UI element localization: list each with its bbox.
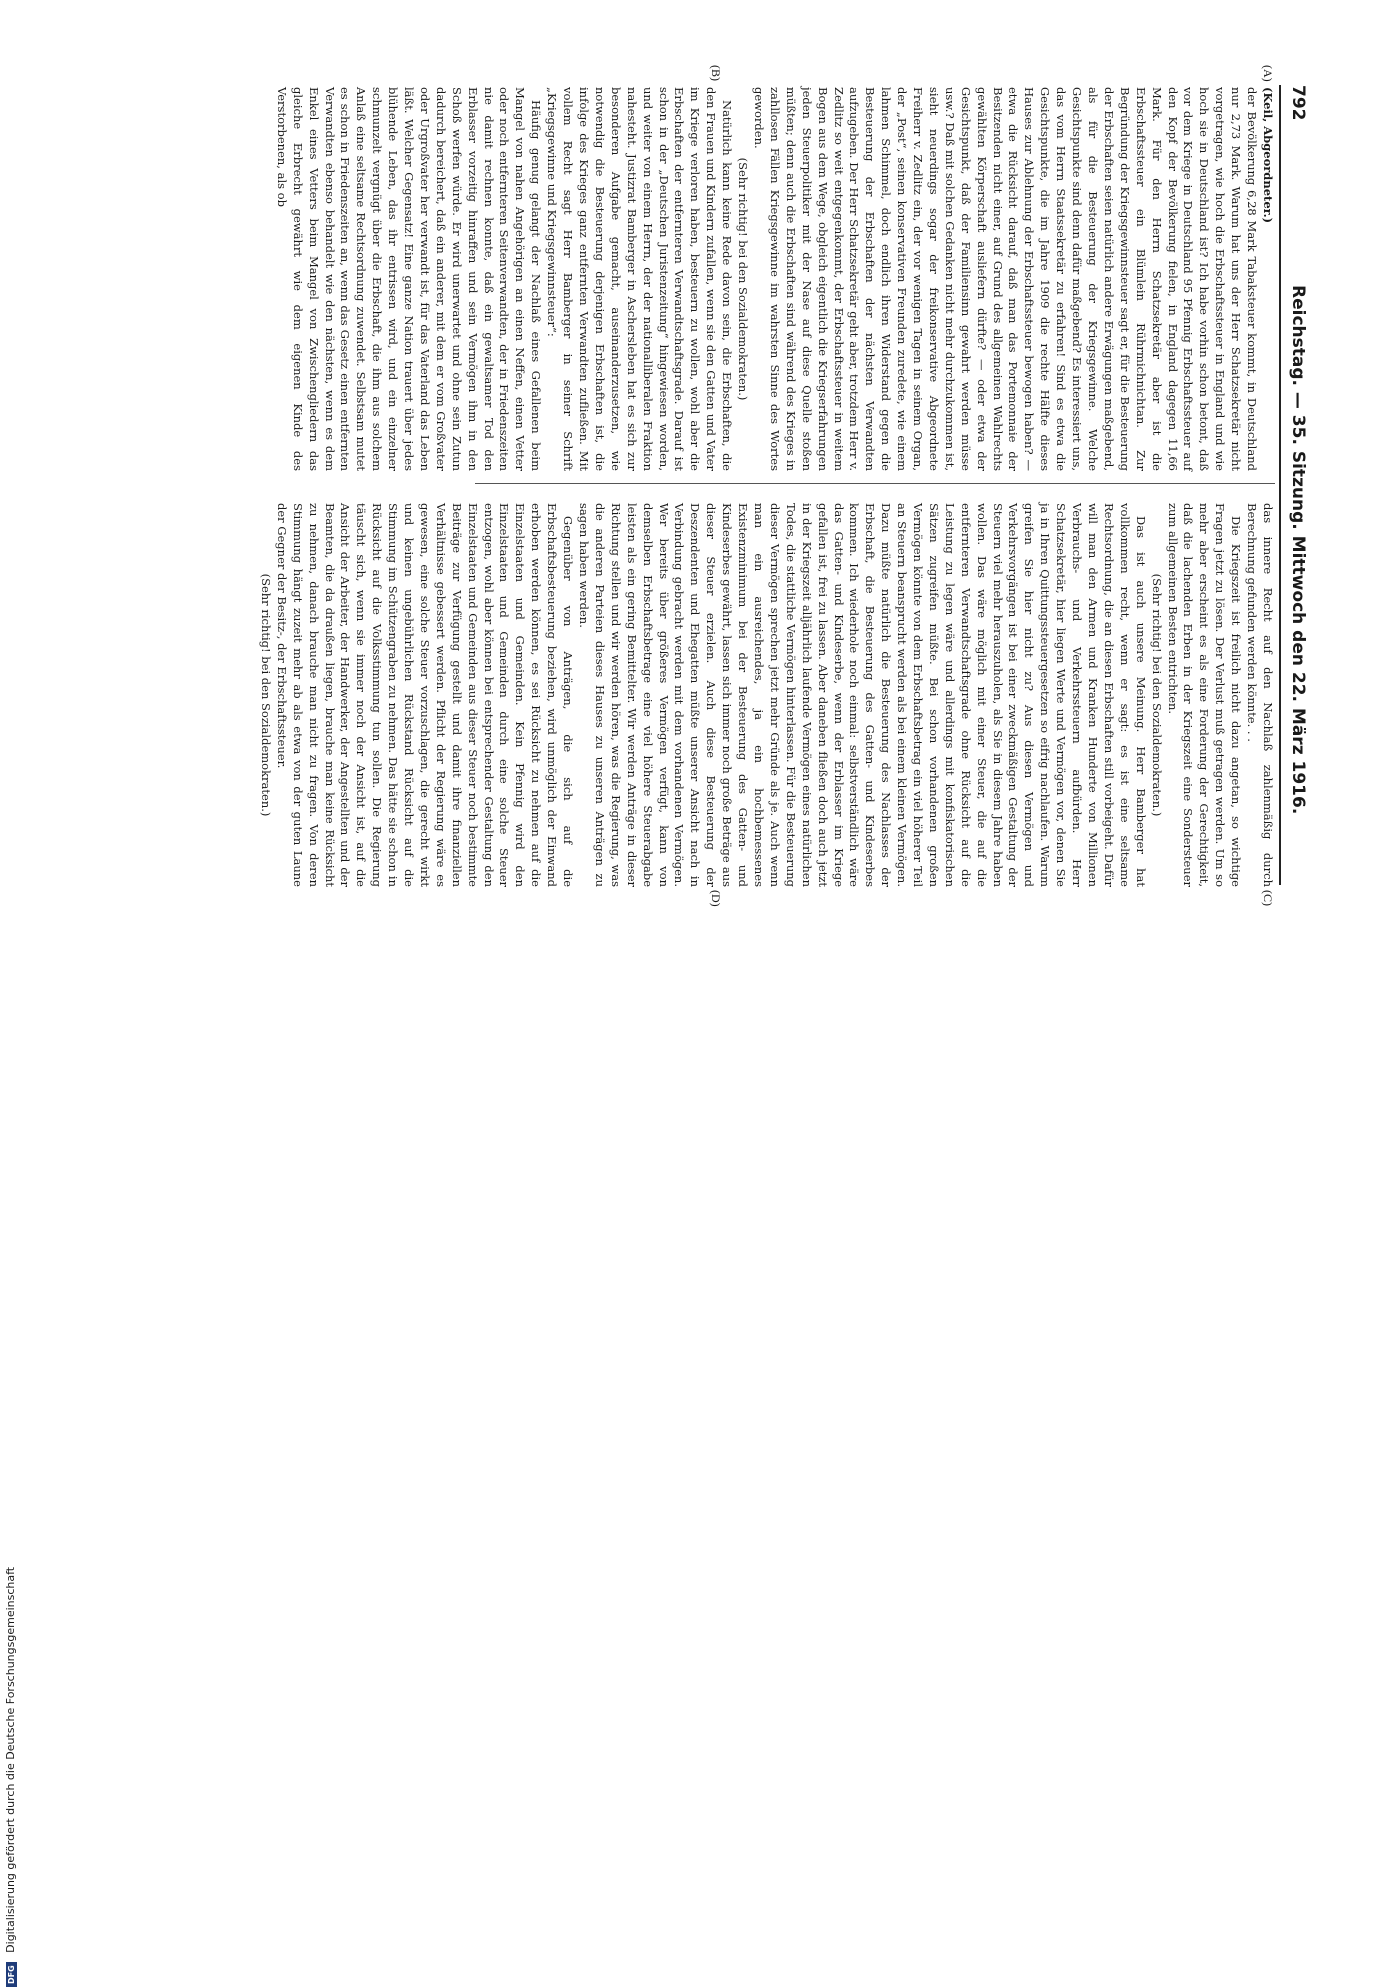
- page-number: 792: [1288, 85, 1308, 121]
- page-header: [1282, 85, 1308, 885]
- quotation: Häufig genug gelangt der Nachlaß eines Gefallenen beim Mangel von nahen Angehörigen an einen Neffen, einen Vetter oder noch entfernteren Seitenverwandten, der in Friedenszeiten nie damit rechnen konnte, daß ein gewaltsamer Tod den Erblasser vorzeitig hinraffen und sein Vermögen ihm in den Schoß werfen würde. Er wird unerwartet und ohne sein Zutun dadurch bereichert, daß ein anderer, mit dem er vom Großvater oder Urgroßvater her verwandt ist, für das Vaterland das Leben läßt. Welcher Gegensatz! Eine ganze Nation trauert über jedes blühende Leben, das ihr entrissen wird, und ein einzelner schmunzelt vergnügt über die Erbschaft, die ihm aus solchem Anlaß eine seltsame Rechtsordnung zuwendet. Selbstsam mutet es schon in Friedenszeiten an, wenn das Gesetz einen entfernten Verwandten ebenso behandelt wie den nächsten, wenn es dem Enkel eines Vetters beim Mangel von Zwischengliedern das gleiche Erbrecht gewährt wie dem eigenen Kinde des Verstorbenen, als ob: [274, 87, 544, 471]
- paragraph: Das ist auch unsere Meinung. Herr Bamberger hat vollkommen recht, wenn er sagt: es ist eine seltsame Rechtsordnung, die an diesen Erbschaften still vorbeigeht. Dafür will man den Armen und Kranken Hunderte von Millionen Verbrauchs- und Verkehrssteuern aufbürden. Herr Schatzsekretär, hier liegen Werte und Vermögen vor, denen Sie ja in Ihren Quittungssteuergesetzen so eifrig nachlaufen. Warum greifen Sie hier nicht zu? Aus diesen Vermögen und Verkehrsvorgängen ist bei einer zweckmäßigen Gestaltung der Steuern viel mehr herauszuholen, als Sie in diesem Jahre haben wollen. Das wäre möglich mit einer Steuer, die auf die entfernteren Verwandtschaftsgrade ohne Rücksicht auf die Leistung zu legen wäre und allerdings mit konfiskatorischen Sätzen zugreifen müßte. Bei schon vorhandenen großen Vermögen könnte von dem Erbschaftsbetrag ein viel höherer Teil an Steuern beansprucht werden als bei einem kleinen Vermögen. Dazu müßte natürlich die Besteuerung des Nachlasses der Erbschaft, die Besteuerung des Gatten- und Kindeserbes kommen. Ich wiederhole noch einmal: selbstverständlich wäre das Gatten- und Kindeserbe, wenn der Erblasser im Kriege gefallen ist, frei zu lassen. Aber daneben fließen doch auch jetzt in der Kriegszeit alljährlich laufende Vermögen eines natürlichen Todes, die stattliche Vermögen hinterlassen. Für die Besteuerung dieser Vermögen sprechen jetzt mehr Gründe als je. Auch wenn man ein ausreichendes, ja ein hochbemessenes Existenzminimum bei der Besteuerung des Gatten- und Kindeserbes gewährt, lassen sich immer noch große Beträge aus dieser Steuer erzielen. Auch diese Besteuerung der Deszendenten und Ehegatten müßte unserer Ansicht nach in Verbindung gebracht werden mit dem vorhandenen Vermögen. Wer bereits über größeres Vermögen verfügt, kann von demselben Erbschaftsbetrage eine viel höhere Steuerabgabe leisten als ein gering Bemittelter. Wir werden Anträge in dieser Richtung stellen und wir werden hören, was die Regierung, was die anderen Parteien dieses Hauses zu unseren Anträgen zu sagen haben werden.: [577, 503, 1148, 887]
- speaker-label: (Keil, Abgeordneter.): [1261, 87, 1275, 224]
- margin-letter-d: (D): [709, 890, 723, 907]
- margin-letter-b: (B): [709, 65, 723, 81]
- paragraph: der Bevölkerung 6,28 Mark Tabaksteuer kommt, in Deutschland nur 2,73 Mark. Warum hat uns der Herr Schatzsekretär nicht vorgetragen, wie hoch die Erbschaftssteuer in England und wie hoch sie in Deutschland ist? Ich habe vorhin schon betont, daß vor dem Kriege in Deutschland 95 Pfennig Erbschaftssteuer auf den Kopf der Bevölkerung fielen, in England dagegen 11,66 Mark. Für den Herrn Schatzsekretär aber ist die Erbschaftssteuer ein Blümlein Rührmichnichtan. Zur Begründung der Kriegsgewinnsteuer sagt er, für die Besteuerung der Erbschaften seien natürlich andere Erwägungen maßgebend, als für die Besteuerung der Kriegsgewinne. Welche Gesichtspunkte sind denn dafür maßgebend? Es interessiert uns, das vom Herrn Staatssekretär zu erfahren! Sind es etwa die Gesichtspunkte, die im Jahre 1909 die rechte Hälfte dieses Hauses zur Ablehnung der Erbschaftssteuer bewogen haben? — etwa die Rücksicht darauf, daß man das Portemonnaie der Besitzenden nicht einer, auf Grund des allgemeinen Wahlrechts gewählten Körperschaft ausliefern dürfte? — oder etwa der Gesichtspunkt, daß der Familiensinn gewahrt werden müsse usw.? Daß mit solchen Gedanken nicht mehr durchzukommen ist, sieht neuerdings sogar der freikonservative Abgeordnete Freiherr v. Zedlitz ein, der vor wenigen Tagen in seinem Organ, der „Post“, seinen konservativen Freunden zuredete, wie einem lahmen Schimmel, doch endlich ihren Widerstand gegen die Besteuerung der Erbschaften der nächsten Verwandten aufzugeben. Der Herr Schatzsekretär geht aber, trotzdem Herr v. Zedlitz so weit entgegenkommt, der Erbschaftssteuer in weitem Bogen aus dem Wege, obgleich eigentlich die Kriegserfahrungen jeden Steuerpolitiker mit der Nase auf diese Quelle stoßen müßten; denn auch die Erbschaften sind während des Krieges in zahllosen Fällen Kriegsgewinne im wahrsten Sinne des Wortes geworden.: [752, 87, 1260, 472]
- paragraph: Gegenüber von Anträgen, die sich auf die Erbschaftsbesteuerung beziehen, wird unmöglich der Einwand erhoben werden können, es sei Rücksicht zu nehmen auf die Einzelstaaten und Gemeinden. Kein Pfennig wird den Einzelstaaten und Gemeinden durch eine solche Steuer entzogen, wohl aber können bei entsprechender Gestaltung den Einzelstaaten und Gemeinden aus dieser Steuer noch bestimmte Beiträge zur Verfügung gestellt und damit ihre finanziellen Verhältnisse gebessert werden. Pflicht der Regierung wäre es gewesen, eine solche Steuer vorzuschlagen, die gerecht wirkt und keinen ungebührlichen Rückstand Rücksicht auf die Stimmung im Schützengraben zu nehmen. Das hätte sie schon in Rücksicht auf die Volksstimmung tun sollen. Die Regierung täuscht sich, wenn sie immer noch der Ansicht ist, auf die Ansicht der Arbeiter, der Handwerker, der Angestellten und der Beamten, die da draußen liegen, brauche man keine Rücksicht zu nehmen, danach brauche man nicht zu fragen. Von deren Stimmung hängt zuzeit mehr ab als etwa von der guten Laune der Gegner der Besitz-, der Erbschaftssteuer.: [274, 503, 576, 887]
- dfg-logo: DFG: [6, 1962, 17, 1987]
- funding-note: Digitalisierung gefördert durch die Deutsche Forschungsgemeinschaft: [4, 1566, 17, 1953]
- margin-letter-c: (C): [1261, 890, 1275, 906]
- interjection: (Sehr richtig! bei den Sozialdemokraten.): [736, 157, 751, 401]
- interjection: (Sehr richtig! bei den Sozialdemokraten.): [258, 573, 273, 817]
- interjection: (Sehr richtig! bei den Sozialdemokraten.): [1149, 573, 1164, 817]
- scanned-page: [0, 35, 1383, 935]
- left-column: [274, 87, 1275, 472]
- quotation: Die Kriegszeit ist freilich nicht dazu angetan, so wichtige Fragen jetzt zu lösen. Der Verlust muß getragen werden. Um so mehr aber erscheint es als eine Forderung der Gerechtigkeit, daß die lachenden Erben in der Kriegszeit eine Sondersteuer zum allgemeinen Besten entrichten.: [1165, 503, 1244, 887]
- running-title: Reichstag. — 35. Sitzung. Mittwoch den 22. März 1916.: [1288, 285, 1308, 815]
- footer-credit: [4, 987, 17, 1987]
- right-column: [258, 503, 1275, 887]
- header-rule: [1279, 85, 1281, 885]
- paragraph: Natürlich kann keine Rede davon sein, die Erbschaften, die den Frauen und Kindern zufallen, wenn sie den Gatten und Vater im Kriege verloren haben, besteuern zu wollen, wohl aber die Erbschaften der entfernteren Verwandtschaftsgrade. Darauf ist schon in der „Deutschen Juristenzeitung“ hingewiesen worden, und weiter von einem Herrn, der der nationalliberalen Fraktion nahesteht. Justizrat Bamberger in Aschersleben hat es sich zur besonderen Aufgabe gemacht, auseinanderzusetzen, wie notwendig die Besteuerung derjenigen Erbschaften ist, die infolge des Krieges ganz entfernten Verwandten zufließen. Mit vollem Recht sagt Herr Bamberger in seiner Schrift „Kriegsgewinne und Kriegsgewinnsteuer“:: [545, 87, 735, 471]
- column-divider: [475, 483, 1275, 484]
- margin-letter-a: (A): [1261, 65, 1275, 82]
- paragraph: das innere Recht auf den Nachlaß zahlenmäßig durch Berechnung gefunden werden könnte. . .: [1245, 503, 1275, 887]
